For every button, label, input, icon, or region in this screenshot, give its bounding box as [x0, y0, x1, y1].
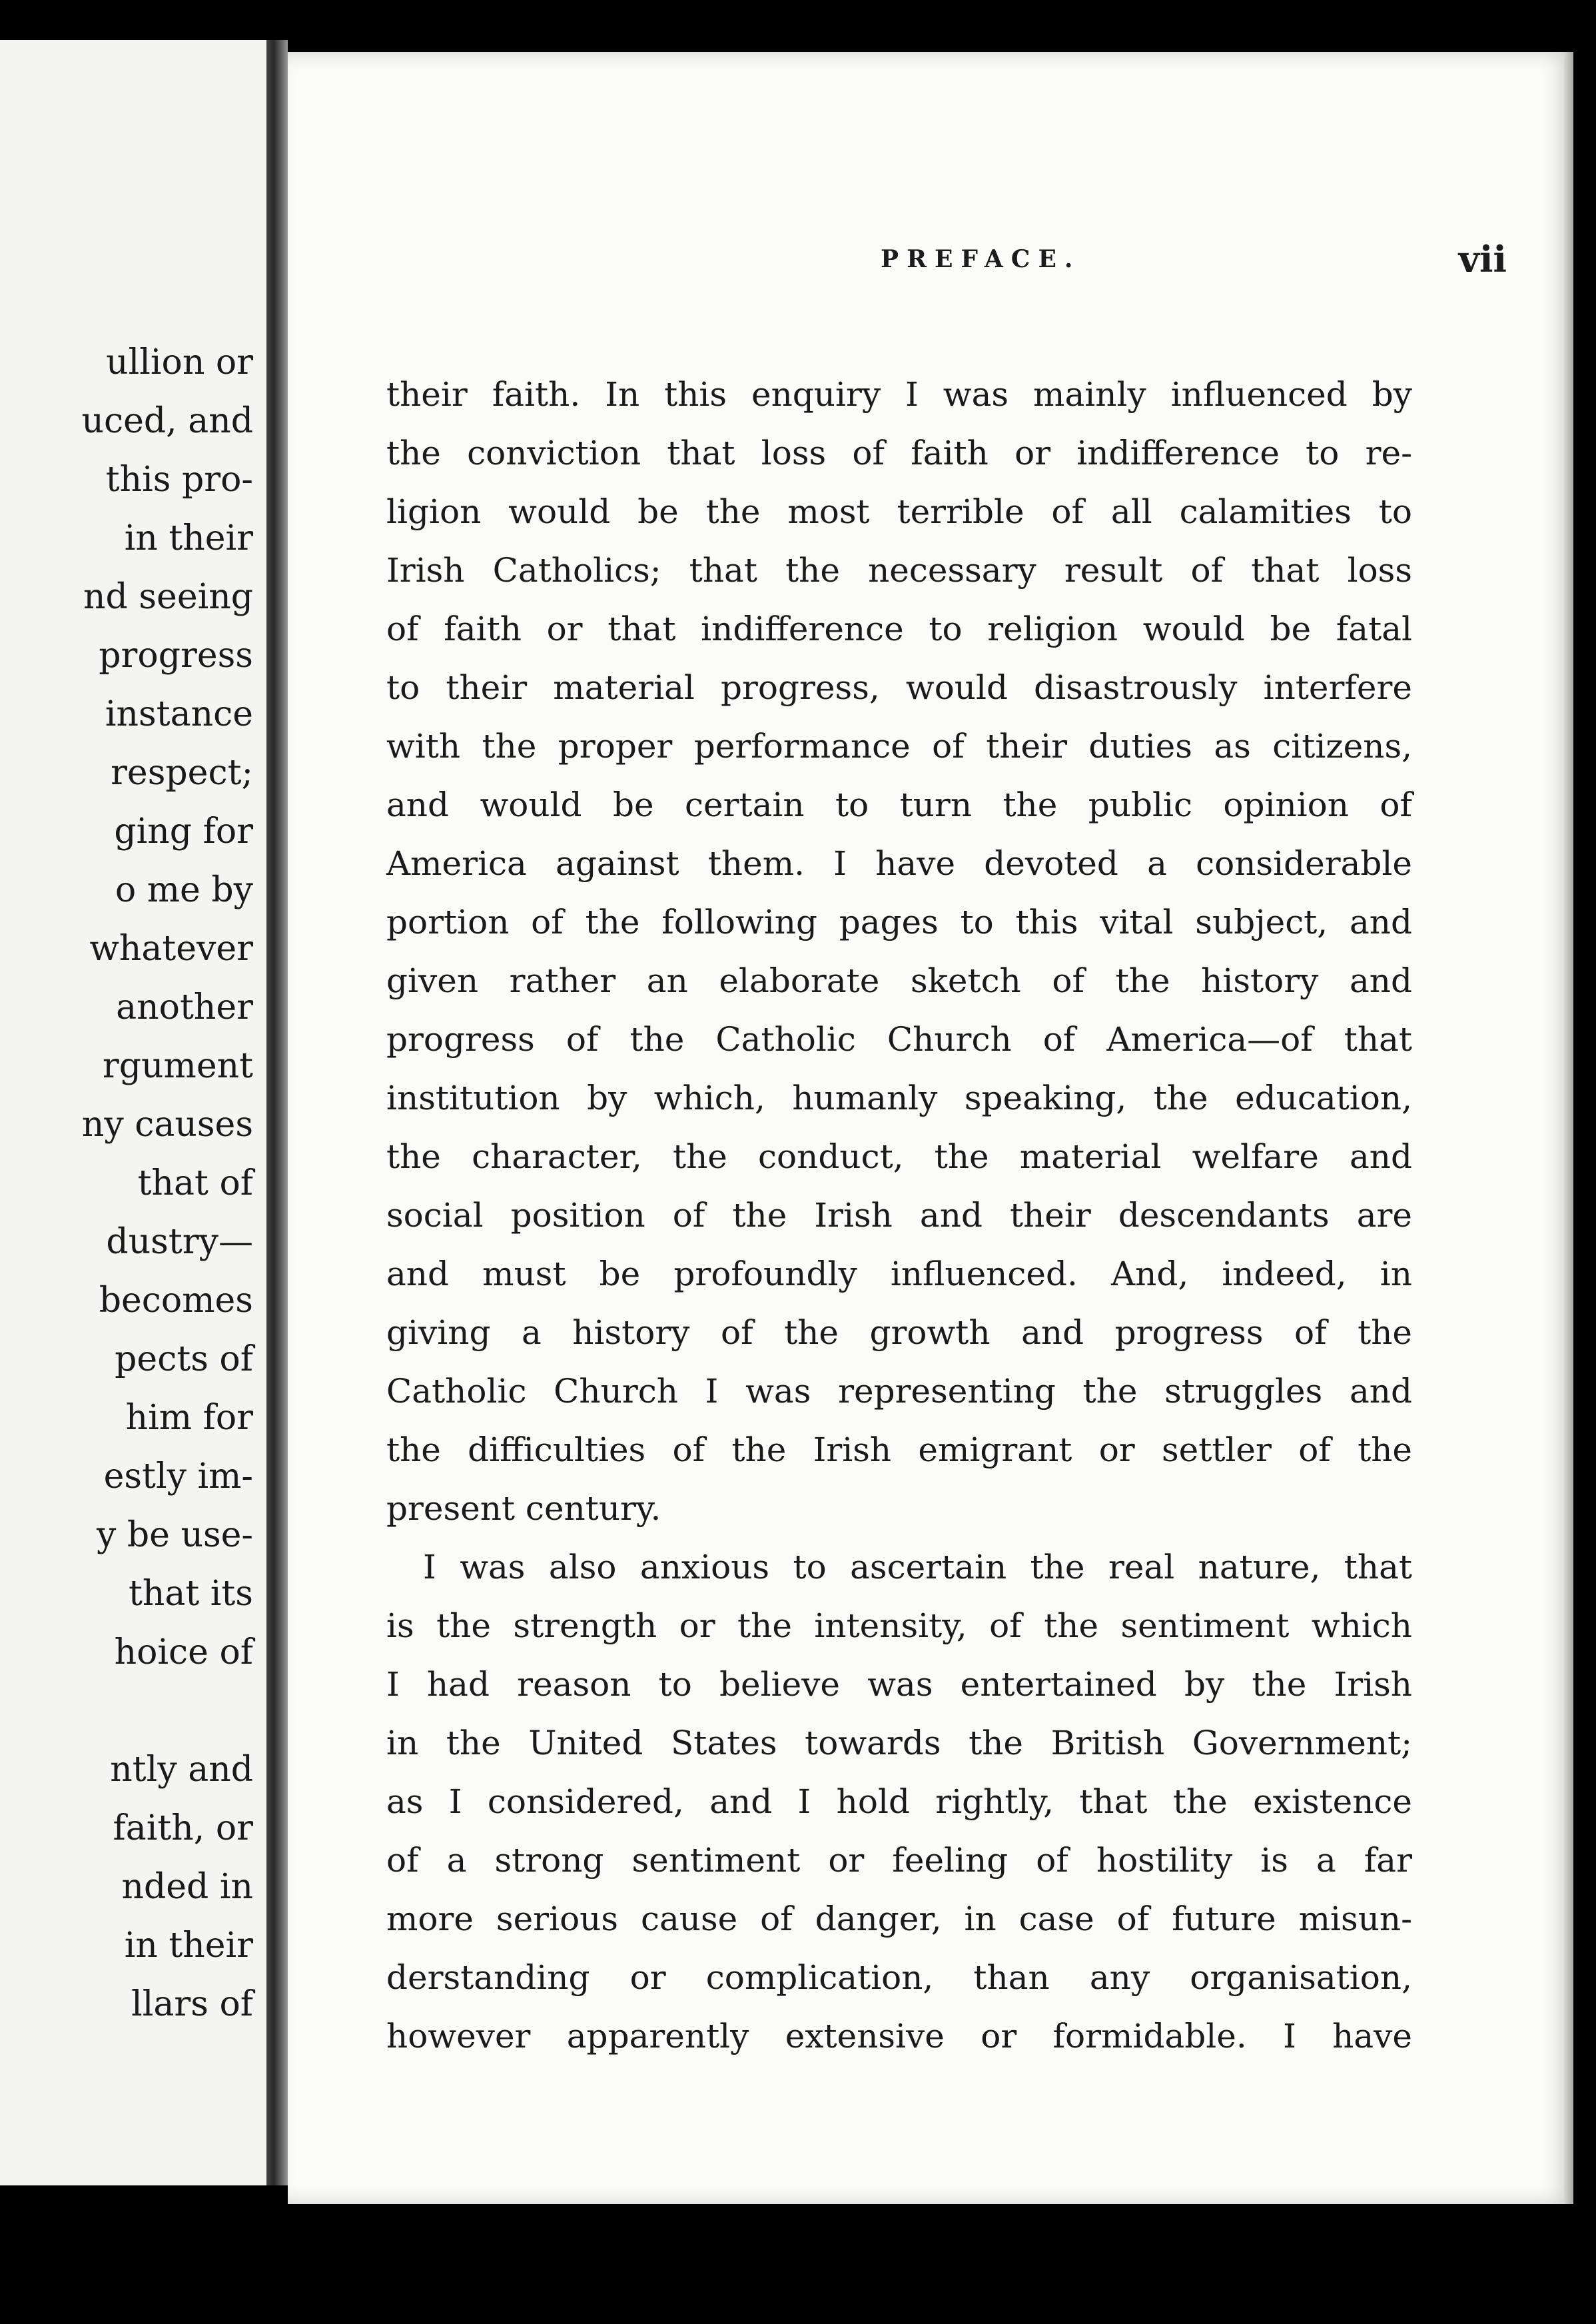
text-line: progress of the Catholic Church of America—of that: [386, 1020, 1412, 1059]
text-line: ligion would be the most terrible of all calamities to: [386, 492, 1412, 531]
text-line: more serious cause of danger, in case of future misun-: [386, 1900, 1412, 1938]
text-line: in the United States towards the British Government;: [386, 1724, 1412, 1762]
text-line: and must be profoundly influenced. And, indeed, in: [386, 1255, 1412, 1293]
facing-line: another: [116, 987, 253, 1027]
facing-line: dustry—: [106, 1222, 253, 1262]
text-line: with the proper performance of their duties as citizens,: [386, 727, 1412, 766]
facing-page-text: [13, 333, 253, 2034]
text-line: I was also anxious to ascertain the real nature, that: [423, 1548, 1412, 1586]
facing-line: hoice of: [114, 1632, 253, 1672]
text-line: Irish Catholics; that the necessary result of that loss: [386, 551, 1412, 590]
text-line: of a strong sentiment or feeling of hostility is a far: [386, 1841, 1412, 1880]
facing-line: in their: [124, 1926, 253, 1966]
body-text: [386, 365, 1412, 2065]
facing-line: uced, and: [81, 401, 253, 441]
text-line: social position of the Irish and their descendants are: [386, 1196, 1412, 1235]
facing-line: in their: [124, 518, 253, 558]
text-line: present century.: [386, 1489, 661, 1528]
facing-line: whatever: [89, 929, 253, 969]
main-page: [288, 52, 1573, 2204]
text-line: given rather an elaborate sketch of the history and: [386, 961, 1412, 1000]
facing-line: respect;: [111, 753, 253, 793]
facing-line: ntly and: [110, 1750, 253, 1790]
text-line: America against them. I have devoted a considerable: [386, 844, 1412, 883]
page-edge: [1564, 52, 1573, 2204]
facing-line: o me by: [115, 870, 253, 910]
text-line: derstanding or complication, than any organisation,: [386, 1958, 1412, 1997]
facing-line: ullion or: [106, 342, 253, 382]
text-line: to their material progress, would disastrously interfere: [386, 668, 1412, 707]
facing-line: him for: [125, 1398, 253, 1438]
text-line: the difficulties of the Irish emigrant or settler of the: [386, 1431, 1412, 1469]
facing-line: that of: [137, 1163, 253, 1203]
text-line: I had reason to believe was entertained by the Irish: [386, 1665, 1412, 1704]
text-line: their faith. In this enquiry I was mainly influenced by: [386, 375, 1412, 414]
page-number: vii: [1458, 238, 1507, 281]
facing-line: ging for: [114, 812, 253, 852]
facing-page-left: [0, 40, 266, 2185]
facing-line: this pro-: [105, 460, 253, 500]
running-header: [388, 236, 1507, 283]
facing-line: estly im-: [103, 1456, 253, 1496]
text-line: institution by which, humanly speaking, the education,: [386, 1079, 1412, 1117]
facing-line: that its: [128, 1574, 253, 1614]
facing-line: pects of: [115, 1339, 253, 1379]
facing-line: nd seeing: [83, 577, 253, 617]
text-line: giving a history of the growth and progress of the: [386, 1313, 1412, 1352]
text-line: and would be certain to turn the public opinion of: [386, 786, 1412, 824]
facing-line: ny causes: [81, 1105, 253, 1145]
facing-line: llars of: [131, 1984, 253, 2024]
text-line: is the strength or the intensity, of the sentiment which: [386, 1606, 1412, 1645]
facing-line: rgument: [102, 1046, 253, 1086]
facing-line: nded in: [121, 1867, 253, 1907]
text-line: however apparently extensive or formidable. I have: [386, 2017, 1412, 2055]
running-header-title: PREFACE.: [881, 245, 1081, 273]
text-line: Catholic Church I was representing the struggles and: [386, 1372, 1412, 1411]
facing-line: becomes: [99, 1281, 253, 1321]
text-line: the character, the conduct, the material welfare and: [386, 1137, 1412, 1176]
text-line: of faith or that indifference to religion would be fatal: [386, 610, 1412, 648]
facing-line: y be use-: [96, 1515, 253, 1555]
facing-line: faith, or: [113, 1808, 253, 1848]
facing-line: progress: [99, 636, 253, 676]
book-binding: [266, 40, 288, 2185]
facing-line: instance: [105, 694, 253, 734]
text-line: portion of the following pages to this vital subject, and: [386, 903, 1412, 941]
text-line: the conviction that loss of faith or indifference to re-: [386, 434, 1412, 472]
text-line: as I considered, and I hold rightly, that the existence: [386, 1782, 1412, 1821]
